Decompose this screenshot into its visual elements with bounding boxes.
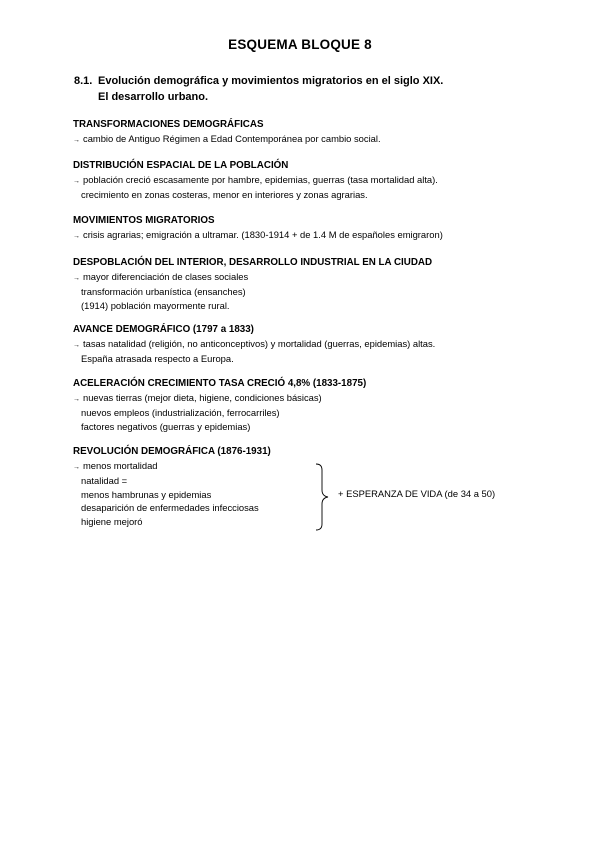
section-heading: DESPOBLACIÓN DEL INTERIOR, DESARROLLO INDUSTRIAL EN LA CIUDAD: [73, 257, 433, 268]
section-distribucion: [73, 159, 438, 202]
section-line: [73, 173, 438, 189]
line-text: población creció escasamente por hambre, epidemias, guerras (tasa mortalidad alta).: [83, 173, 438, 185]
section-line: [73, 337, 435, 353]
arrow-icon: →: [73, 463, 80, 471]
section-line: (1914) población mayormente rural.: [81, 299, 230, 311]
section-revolucion: [73, 445, 271, 529]
section-line: [73, 270, 432, 286]
section-line: natalidad =: [81, 475, 128, 487]
section-heading: ACELERACIÓN CRECIMIENTO TASA CRECIÓ 4,8% (1833-1875): [73, 378, 367, 389]
arrow-icon: →: [73, 177, 80, 185]
section-subtitle: [74, 73, 443, 105]
section-line: [73, 459, 271, 475]
section-heading: MOVIMIENTOS MIGRATORIOS: [73, 215, 215, 226]
subtitle-line-2: El desarrollo urbano.: [98, 91, 209, 103]
section-heading: AVANCE DEMOGRÁFICO (1797 a 1833): [73, 324, 254, 335]
brace-result: + ESPERANZA DE VIDA (de 34 a 50): [338, 488, 496, 499]
arrow-icon: →: [73, 274, 80, 282]
arrow-icon: →: [73, 395, 80, 403]
arrow-icon: →: [73, 232, 80, 240]
section-heading: DISTRIBUCIÓN ESPACIAL DE LA POBLACIÓN: [73, 160, 289, 171]
section-transformaciones: [73, 118, 381, 147]
section-line: España atrasada respecto a Europa.: [81, 353, 234, 365]
subtitle-number: 8.1.: [74, 75, 93, 87]
section-line: [73, 228, 443, 244]
arrow-icon: →: [73, 341, 80, 349]
subtitle-line-1: Evolución demográfica y movimientos migratorios en el siglo XIX.: [98, 75, 444, 87]
section-heading: REVOLUCIÓN DEMOGRÁFICA (1876-1931): [73, 446, 271, 457]
section-migratorios: [73, 214, 443, 243]
section-line: [73, 391, 366, 407]
section-despoblacion: [73, 256, 432, 312]
line-text: mayor diferenciación de clases sociales: [83, 270, 249, 282]
section-line: desaparición de enfermedades infecciosas: [81, 502, 259, 514]
section-line: [73, 132, 381, 148]
line-text: crisis agrarias; emigración a ultramar. (1830-1914 + de 1.4 M de españoles emigraron): [83, 228, 443, 240]
section-line: factores negativos (guerras y epidemias): [81, 420, 251, 432]
section-avance: [73, 323, 435, 366]
section-line: crecimiento en zonas costeras, menor en interiores y zonas agrarias.: [81, 189, 368, 201]
section-line: higiene mejoró: [81, 515, 143, 527]
section-line: menos hambrunas y epidemias: [81, 488, 212, 500]
page-title: ESQUEMA BLOQUE 8: [228, 37, 372, 52]
section-heading: TRANSFORMACIONES DEMOGRÁFICAS: [73, 119, 264, 130]
line-text: tasas natalidad (religión, no anticonceptivos) y mortalidad (guerras, epidemias) altas.: [83, 337, 436, 349]
arrow-icon: →: [73, 136, 80, 144]
curly-brace-icon: [313, 462, 333, 532]
line-text: nuevas tierras (mejor dieta, higiene, condiciones básicas): [83, 391, 322, 403]
section-aceleracion: [73, 377, 366, 433]
section-line: transformación urbanística (ensanches): [81, 286, 246, 298]
line-text: cambio de Antiguo Régimen a Edad Contemporánea por cambio social.: [83, 132, 381, 144]
line-text: menos mortalidad: [83, 459, 158, 471]
section-line: nuevos empleos (industrialización, ferrocarriles): [81, 407, 280, 419]
